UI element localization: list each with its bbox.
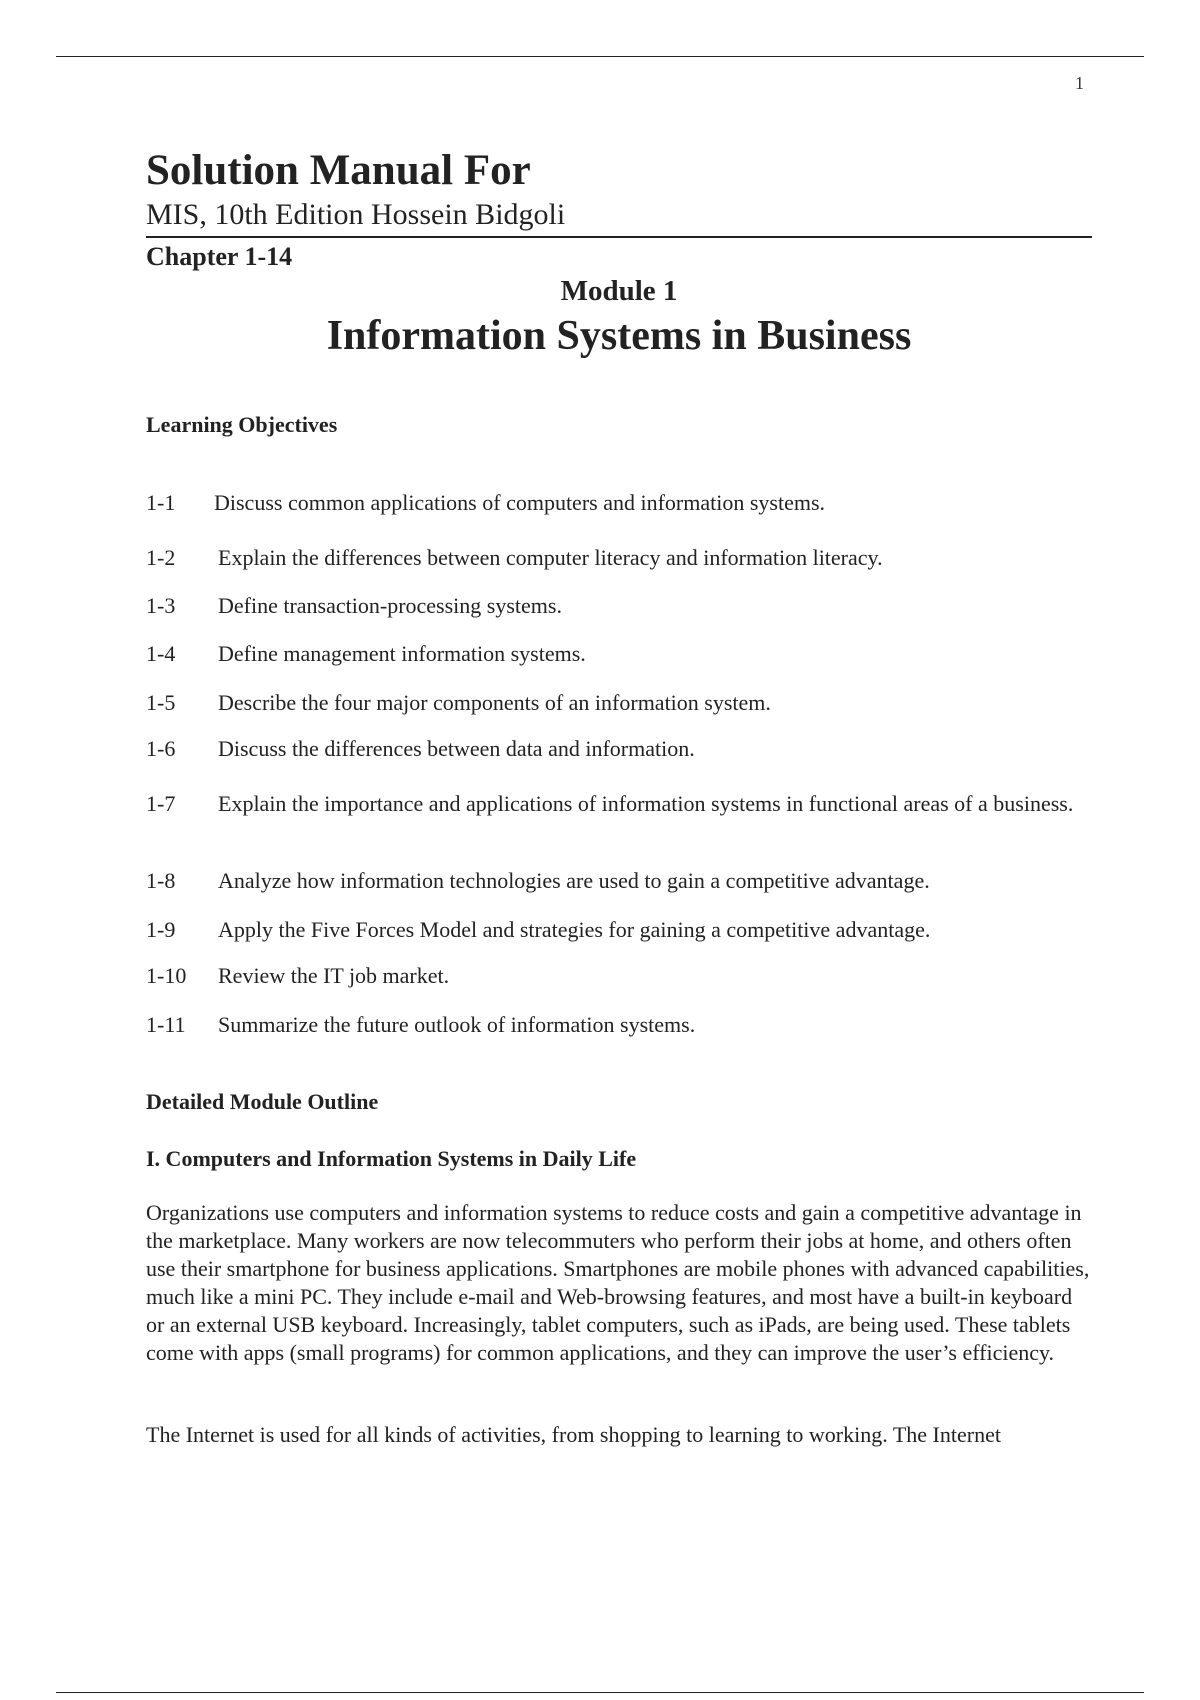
title-rule	[146, 236, 1092, 238]
objective-item	[146, 1011, 1092, 1039]
module-title: Information Systems in Business	[326, 313, 912, 359]
objective-item	[146, 592, 1092, 620]
objective-text: Define management information systems.	[218, 641, 586, 666]
document-subtitle: MIS, 10th Edition Hossein Bidgoli	[146, 198, 566, 231]
objective-text: Apply the Five Forces Model and strategies for gaining a competitive advantage.	[218, 917, 931, 942]
objective-number: 1-5	[146, 690, 176, 715]
objective-number: 1-7	[146, 791, 176, 816]
page-number: 1	[1075, 73, 1084, 93]
objective-text: Summarize the future outlook of information systems.	[218, 1012, 696, 1037]
objective-item	[146, 962, 1092, 990]
outline-heading: Detailed Module Outline	[146, 1089, 379, 1114]
section-heading: I. Computers and Information Systems in Daily Life	[146, 1146, 637, 1171]
body-paragraph: Organizations use computers and information systems to reduce costs and gain a competitive advantage in the marketplace. Many workers are now telecommuters who perform their jobs at home, and others often use their smartphone for business applications. Smartphones are mobile phones with advanced capabilities, much like a mini PC. They include e-mail and Web-browsing features, and most have a built-in keyboard or an external USB keyboard. Increasingly, tablet computers, such as iPads, are being used. These tablets come with apps (small programs) for common applications, and they can improve the user’s efficiency.	[146, 1200, 1090, 1365]
objective-item	[146, 689, 1092, 717]
objective-item	[146, 640, 1092, 668]
objective-number: 1-4	[146, 641, 176, 666]
chapter-range: Chapter 1-14	[146, 242, 293, 271]
objective-text: Analyze how information technologies are used to gain a competitive advantage.	[218, 868, 930, 893]
objective-number: 1-2	[146, 545, 176, 570]
objective-item	[146, 489, 1092, 517]
objective-text: Discuss common applications of computers and information systems.	[214, 490, 826, 515]
objective-item	[146, 735, 1092, 763]
objective-number: 1-10	[146, 963, 187, 988]
bottom-rule	[56, 1692, 1144, 1693]
module-label: Module 1	[560, 275, 678, 307]
objective-number: 1-9	[146, 917, 176, 942]
body-paragraph: The Internet is used for all kinds of activities, from shopping to learning to working. The Internet	[146, 1422, 1001, 1447]
objective-item	[146, 790, 1092, 818]
objective-text: Describe the four major components of an information system.	[218, 690, 771, 715]
document-title: Solution Manual For	[146, 147, 531, 194]
objective-text: Explain the importance and applications of information systems in functional areas of a business.	[218, 791, 1074, 816]
learning-objectives-heading: Learning Objectives	[146, 412, 338, 437]
objective-item	[146, 544, 1092, 572]
objective-number: 1-3	[146, 593, 176, 618]
objective-text: Review the IT job market.	[218, 963, 450, 988]
objective-number: 1-1	[146, 490, 176, 515]
objective-text: Define transaction-processing systems.	[218, 593, 562, 618]
objective-number: 1-8	[146, 868, 176, 893]
objective-item	[146, 916, 1092, 944]
objective-item	[146, 867, 1092, 895]
objective-number: 1-6	[146, 736, 176, 761]
top-rule	[56, 56, 1144, 57]
objective-text: Explain the differences between computer literacy and information literacy.	[218, 545, 883, 570]
objective-number: 1-11	[146, 1012, 186, 1037]
objective-text: Discuss the differences between data and information.	[218, 736, 695, 761]
